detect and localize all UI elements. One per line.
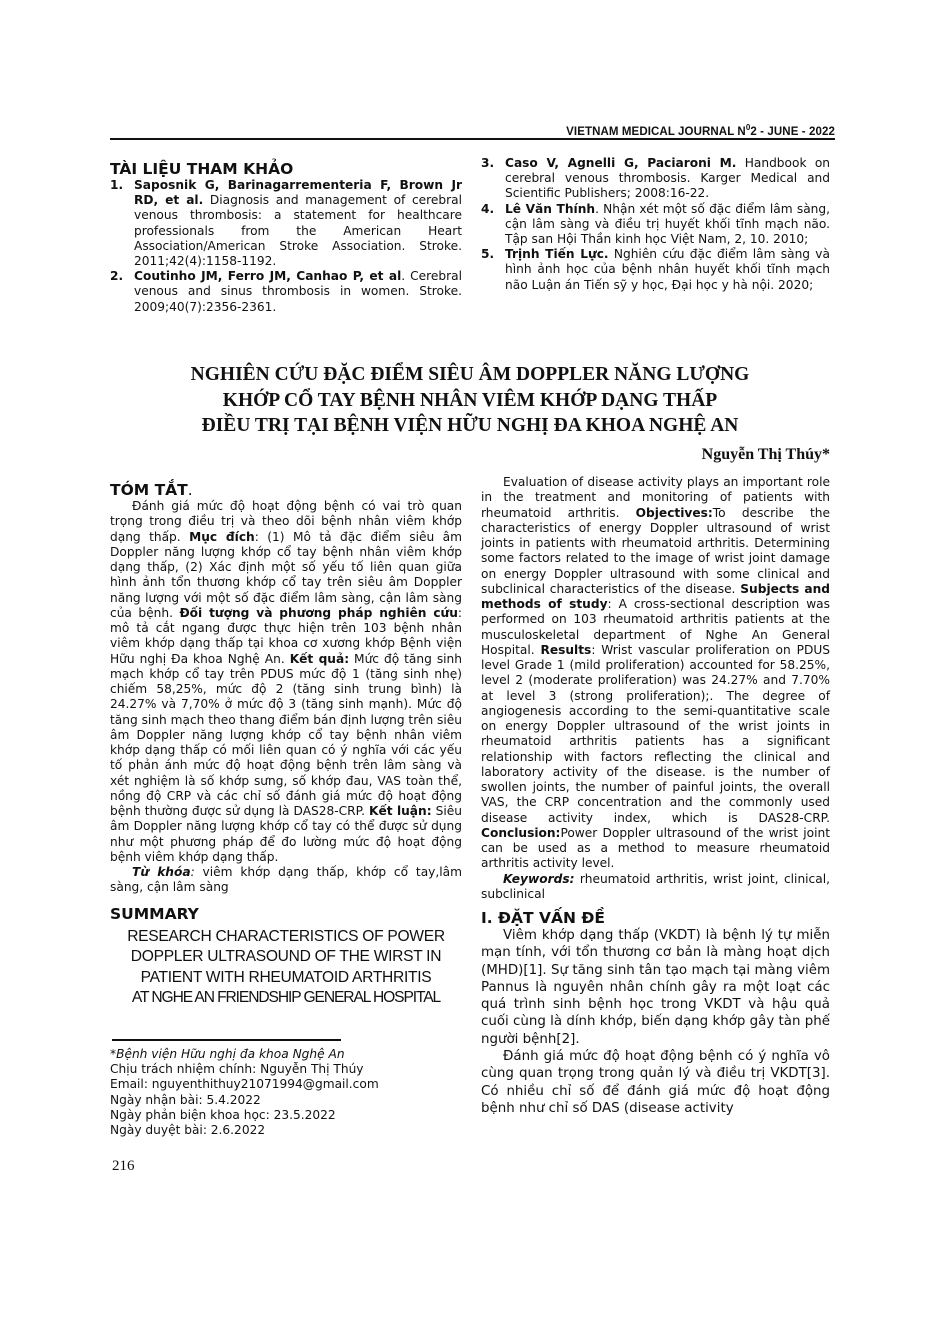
journal-number-sup: 0 (745, 123, 751, 132)
reference-number: 5. (481, 247, 495, 262)
reference-number: 2. (110, 269, 124, 284)
reference-text: . Cerebral venous and sinus thrombosis in women. Stroke. 2009;40(7):2356-2361. (134, 269, 462, 314)
footnote (110, 1047, 462, 1138)
abstract-body (110, 499, 462, 865)
reference-item (110, 178, 462, 269)
journal-issue: 2 - JUNE - 2022 (750, 125, 835, 138)
footnote-received-date: Ngày nhận bài: 5.4.2022 (110, 1092, 261, 1107)
footnote-affiliation: *Bệnh viện Hữu nghị đa khoa Nghệ An (110, 1047, 345, 1061)
article-title-line: KHỚP CỔ TAY BỆNH NHÂN VIÊM KHỚP DẠNG THẤP (222, 389, 718, 411)
introduction-paragraph: Đánh giá mức độ hoạt động bệnh có ý nghĩa vô cùng quan trọng trong quản lý và điều trị VKDT[3]. Có nhiều chỉ số để đánh giá mức độ hoạt động bệnh như chỉ số DAS (disease activity (481, 1049, 830, 1116)
text-run: Siêu âm Doppler năng lượng khớp cổ tay có thể được sử dụng như một phương pháp để đo lường mức độ hoạt động bệnh viêm khớp dạng thấp. (110, 804, 462, 864)
text-run: : (1) Mô tả đặc điểm siêu âm Doppler năng lượng khớp cổ tay bệnh nhân viêm khớp dạng thấp, (2) Xác định một số yếu tố liên quan giữa hình ảnh tổn thương khớp cổ tay trên siêu âm Doppler năng lượng với một số đặc điểm lâm sàng, cận lâm sàng của bệnh. (110, 529, 463, 620)
abstract-heading-period: . (187, 481, 193, 499)
emphasized-text: Objectives: (635, 505, 713, 520)
text-run: : A cross-sectional description was performed on 103 rheumatoid arthritis patients at the musculoskeletal department of Nghe An General Hospital. (481, 597, 831, 657)
emphasized-text: Conclusion: (481, 825, 561, 840)
emphasized-text: : (190, 865, 203, 879)
abstract-heading-text: TÓM TẮT (110, 481, 188, 499)
text-run: Evaluation of disease activity plays an important role in the treatment and monitoring of patients with rheumatoid arthritis. (481, 475, 830, 520)
article-title-line: NGHIÊN CỨU ĐẶC ĐIỂM SIÊU ÂM DOPPLER NĂNG LƯỢNG (190, 364, 750, 385)
summary-body (481, 475, 830, 872)
summary-heading: SUMMARY (110, 904, 199, 923)
abstract-heading (110, 481, 462, 499)
reference-text: . Nhận xét một số đặc điểm lâm sàng, cận lâm sàng và điều trị huyết khối tĩnh mạch não. Tập san Hội Thần kinh học Việt Nam, 2, 10. 2010; (505, 201, 830, 247)
emphasized-text: Đối tượng và phương pháp nghiên cứu (179, 605, 458, 620)
introduction-heading: I. ĐẶT VẤN ĐỀ (481, 909, 605, 927)
summary-title-line: DOPPLER ULTRASOUND OF THE WIRST IN (130, 948, 442, 965)
emphasized-text: Từ khóa (132, 865, 191, 879)
text-run: To describe the characteristics of energy Doppler ultrasound of wrist joints in patients with rheumatoid arthritis. Determining some factors related to the image of wrist joint damage on energy Doppler ultrasound with some clinical and subclinical characteristics of the disease. (481, 505, 830, 596)
reference-item (481, 202, 830, 248)
reference-authors: Caso V, Agnelli G, Paciaroni M. (505, 156, 737, 170)
footnote-email: Email: nguyenthithuy21071994@gmail.com (110, 1077, 379, 1092)
reference-authors: Coutinho JM, Ferro JM, Canhao P, et al (134, 269, 402, 284)
introduction-paragraph: Viêm khớp dạng thấp (VKDT) là bệnh lý tự miễn mạn tính, với tổn thương cơ bản là màng hoạt dịch (MHD)[1]. Sự tăng sinh tân tạo mạch tại màng viêm Pannus là nguyên nhân chính gây ra một loạt các quá trình sinh bệnh học trong VKDT và hậu quả cuối cùng là dính khớp, biến dạng khớp gây tàn phế người bệnh[2]. (481, 928, 830, 1047)
reference-text: Diagnosis and management of cerebral venous thrombosis: a statement for healthcare professionals from the American Heart Association/American Stroke Association. Stroke. 2011;42(4):1158-1192. (134, 193, 462, 269)
reference-authors: Trịnh Tiến Lực. (505, 247, 609, 262)
footnote-responsible-author: Chịu trách nhiệm chính: Nguyễn Thị Thúy (110, 1062, 364, 1077)
references-left (110, 160, 462, 315)
emphasized-text: Mục đích (189, 529, 255, 544)
summary-title-line: AT NGHE AN FRIENDSHIP GENERAL HOSPITAL (131, 989, 441, 1006)
summary-title (110, 927, 462, 1009)
running-header (110, 123, 835, 138)
reference-item (481, 247, 830, 293)
text-run: : mô tả cắt ngang được thực hiện trên 103 bệnh nhân viêm khớp dạng thấp tại khoa cơ xương khớp Bệnh viện Hữu nghị Đa khoa Nghệ An. (110, 605, 463, 666)
emphasized-text: Results (540, 642, 592, 657)
emphasized-text: Keywords: (503, 871, 575, 886)
text-run: Power Doppler ultrasound of the wrist joint can be used as a method to measure rheumatoid arthritis activity level. (481, 825, 830, 871)
reference-item (481, 156, 830, 202)
summary-keywords (481, 872, 830, 903)
abstract-keywords (110, 865, 462, 896)
reference-authors: Saposnik G, Barinagarrementeria F, Brown Jr RD, et al. (134, 178, 462, 208)
references-heading: TÀI LIỆU THAM KHẢO (110, 160, 294, 178)
footnote-reviewed-date: Ngày phản biện khoa học: 23.5.2022 (110, 1107, 336, 1122)
references-right (481, 156, 830, 293)
reference-text: Handbook on cerebral venous thrombosis. Karger Medical and Scientific Publishers; 2008:16-22. (505, 156, 831, 201)
reference-number: 3. (481, 156, 495, 170)
summary-title-line: RESEARCH CHARACTERISTICS OF POWER (127, 927, 445, 945)
summary-title-line: PATIENT WITH RHEUMATOID ARTHRITIS (140, 968, 432, 986)
article-title (110, 362, 830, 439)
page-number: 216 (112, 1158, 135, 1174)
text-run: Đánh giá mức độ hoạt động bệnh có vai trò quan trọng trong điều trị và theo dõi bệnh nhân viêm khớp dạng thấp. (110, 499, 462, 544)
text-run: viêm khớp dạng thấp, khớp cổ tay,lâm sàng, cận lâm sàng (110, 865, 462, 895)
text-run: rheumatoid arthritis, wrist joint, clinical, subclinical (481, 871, 830, 901)
abstract-vietnamese (110, 481, 462, 1009)
reference-text: Nghiên cứu đặc điểm lâm sàng và hình ảnh học của bệnh nhân huyết khối tĩnh mạch não Luận án Tiến sỹ y học, Đại học y hà nội. 2020; (505, 247, 830, 292)
reference-authors: Lê Văn Thính (505, 201, 596, 216)
abstract-english (481, 475, 830, 1117)
emphasized-text: Kết luận: (369, 804, 432, 818)
text-run: : Wrist vascular proliferation on PDUS level Grade 1 (mild proliferation) accounted for 58.25%, level 2 (moderate proliferation) was 24.27% and 7.70% at level 3 (strong proliferation);. The degree of angiogenesis according to the semi-quantitative scale on energy Doppler ultrasound of the wrist joints in rheumatoid arthritis patients has a significant relationship with factors reflecting the clinical and laboratory activity of the disease. is the number of swollen joints, the number of painful joints, the overall VAS, the CRP concentration and the commonly used disease activity index, which is DAS28-CRP. (481, 642, 830, 825)
article-title-line: ĐIỀU TRỊ TẠI BỆNH VIỆN HỮU NGHỊ ĐA KHOA NGHỆ AN (201, 415, 739, 436)
journal-name: VIETNAM MEDICAL JOURNAL N (566, 125, 746, 138)
footnote-accepted-date: Ngày duyệt bài: 2.6.2022 (110, 1123, 266, 1138)
emphasized-text: Kết quả: (289, 651, 350, 666)
reference-number: 4. (481, 201, 495, 216)
author-name: Nguyễn Thị Thúy* (701, 446, 830, 463)
text-run: Mức độ tăng sinh mạch khớp cổ tay trên PDUS mức độ 1 (tăng sinh nhẹ) chiếm 58,25%, mức độ 2 (tăng sinh trung bình) là 24.27% và 7,70% ở mức độ 3 (tăng sinh mạnh). Mức độ tăng sinh mạch theo thang điểm bán định lượng trên siêu âm Doppler năng lượng khớp cổ tay bệnh nhân viêm khớp dạng thấp có mối liên quan có ý nghĩa với các yếu tố phản ánh mức độ hoạt động bệnh trên lâm sàng và xét nghiệm là số khớp sưng, số khớp đau, VAS toàn thể, nồng độ CRP và các chỉ số đánh giá mức độ hoạt động bệnh thường được sử dụng là DAS28-CRP. (110, 651, 463, 818)
header-rule (110, 138, 835, 140)
reference-item (110, 269, 462, 315)
emphasized-text: Subjects and methods of study (481, 581, 831, 611)
reference-number: 1. (110, 178, 124, 192)
footnote-rule (112, 1039, 341, 1041)
